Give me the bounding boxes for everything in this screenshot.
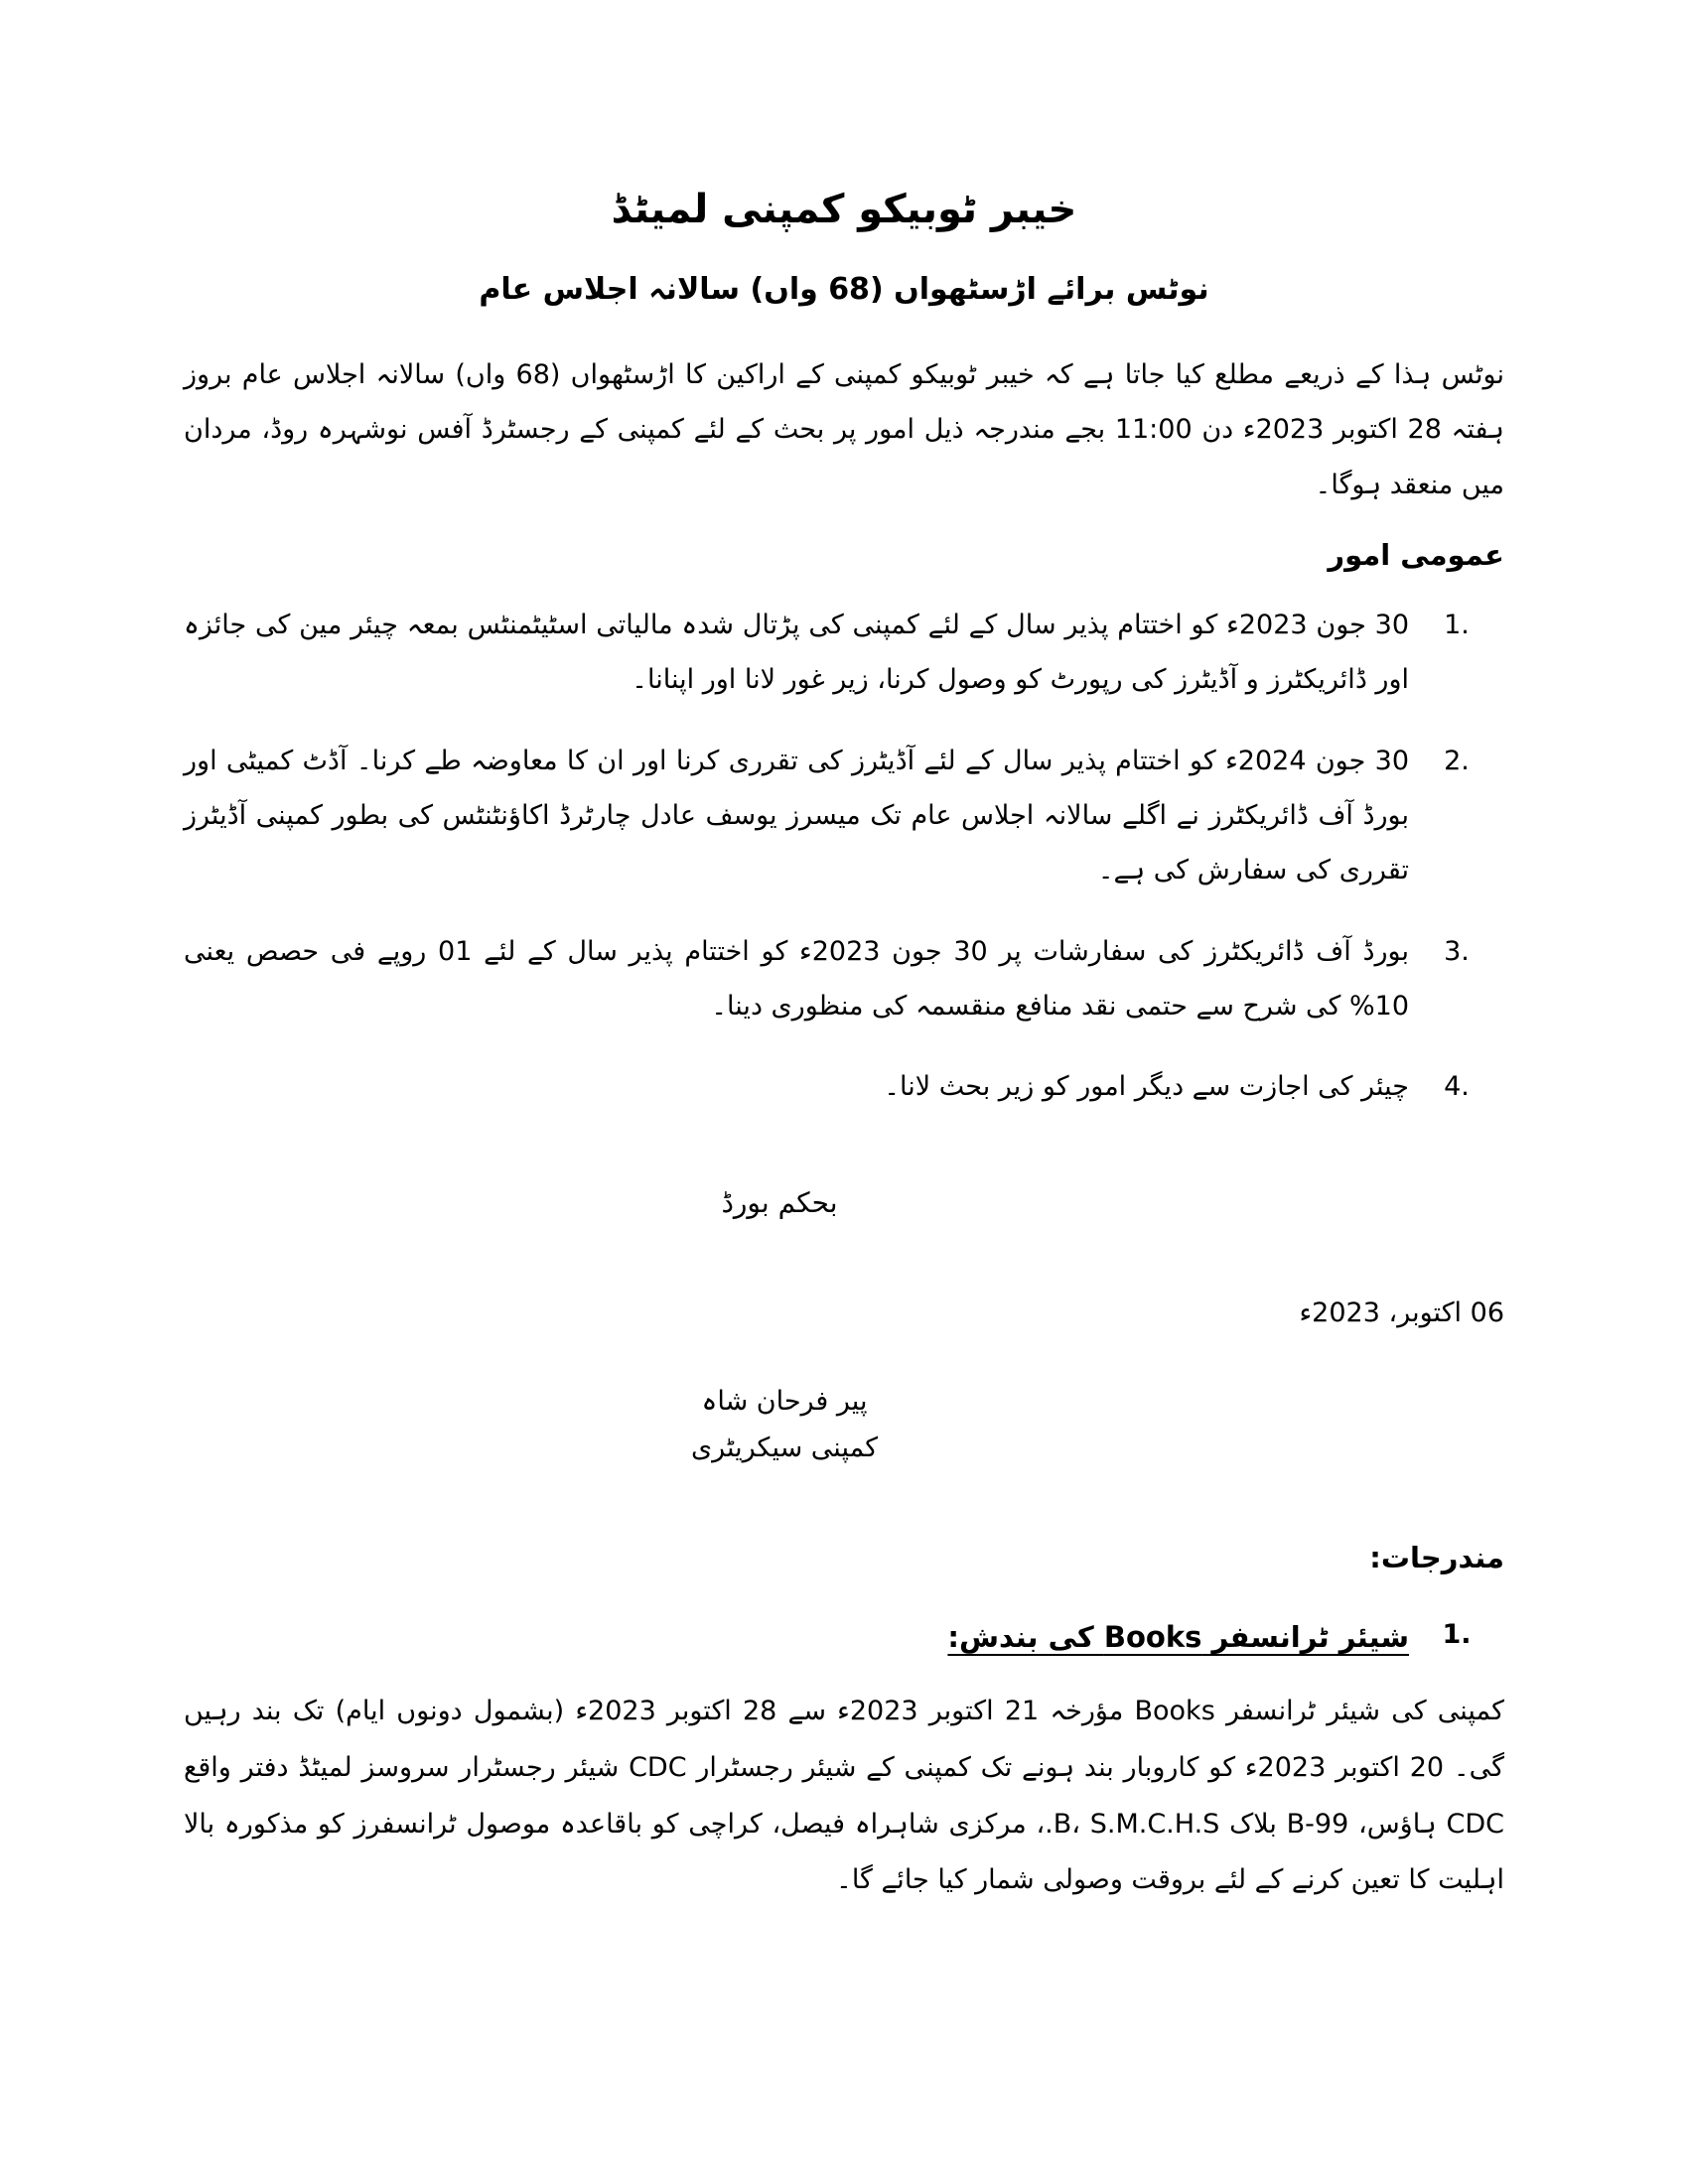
note-text-segment: کمپنی کی شیئر ٹرانسفر	[1214, 1696, 1505, 1727]
agenda-item	[184, 1059, 1504, 1114]
by-order-of-board: بحکم بورڈ	[721, 1185, 838, 1219]
agenda-item-number: 4.	[1444, 1071, 1470, 1103]
note-title-keyword: Books	[1103, 1620, 1202, 1655]
agenda-item-text: 30 جون 2023ء کو اختتام پذیر سال کے لئے کمپنی کی پڑتال شدہ مالیاتی اسٹیٹمنٹس بمعہ چیئر مین کی جائزہ اور ڈائریکٹرز و آڈیٹرز کی رپورٹ کو وصول کرنا، زیر غور لانا اور اپنانا۔	[184, 610, 1410, 696]
signatory	[184, 1378, 1504, 1472]
agenda-item	[184, 598, 1504, 708]
note-text-segment: Books	[1134, 1696, 1215, 1727]
agenda-item	[184, 734, 1504, 898]
agenda-item	[184, 924, 1504, 1034]
note-title-prefix: شیئر ٹرانسفر	[1201, 1620, 1409, 1655]
note-item-number: 1.	[1442, 1619, 1472, 1651]
note-title-suffix: کی بندش:	[947, 1620, 1104, 1655]
agenda-heading: عمومی امور	[1328, 538, 1504, 573]
signatory-role: کمپنی سیکریٹری	[690, 1433, 879, 1464]
agenda-item-text: چیئر کی اجازت سے دیگر امور کو زیر بحث لانا۔	[884, 1071, 1409, 1103]
note-item-body	[184, 1684, 1504, 1909]
agenda-item-text: بورڈ آف ڈائریکٹرز کی سفارشات پر 30 جون 2023ء کو اختتام پذیر سال کے لئے 01 روپے فی حصص یعنی 10% کی شرح سے حتمی نقد منافع منقسمہ کی منظوری دینا۔	[184, 935, 1409, 1023]
note-item-title	[184, 1608, 1409, 1666]
notes-heading: مندرجات:	[1369, 1541, 1504, 1575]
signatory-name: پیر فرحان شاہ	[701, 1385, 868, 1417]
note-date-highlight: 28 اکتوبر 2023ء	[575, 1696, 777, 1727]
notice-subtitle: نوٹس برائے اڑسٹھواں (68 واں) سالانہ اجلاس عام	[479, 272, 1209, 307]
signature-block	[184, 1178, 1504, 1471]
notice-date: 06 اکتوبر، 2023ء	[1299, 1297, 1504, 1329]
document-content	[184, 179, 1504, 1931]
intro-paragraph: نوٹس ہذا کے ذریعے مطلع کیا جاتا ہے کہ خیبر ٹوبیکو کمپنی کے اراکین کا اڑسٹھواں (68 واں) سالانہ اجلاس عام بروز ہفتہ 28 اکتوبر 2023ء دن 11:00 بجے مندرجہ ذیل امور پر بحث کے لئے کمپنی کے رجسٹرڈ آفس نوشہرہ روڈ، مردان میں منعقد ہوگا۔	[184, 359, 1505, 500]
agenda-item-number: 2.	[1444, 745, 1470, 776]
note-text-segment: کو کاروبار بند ہونے تک کمپنی کے شیئر رجسٹرار CDC شیئر رجسٹرار سروسز لمیٹڈ دفتر واقع CDC ہاؤس، B-99 بلاک B، S.M.C.H.S.، مرکزی شاہراہ فیصل، کراچی کو باقاعدہ موصول ٹرانسفرز کو مذکورہ بالا اہلیت کا تعین کرنے کے لئے بروقت وصولی شمار کیا جائے گا۔	[184, 1751, 1504, 1896]
agenda-list	[184, 598, 1504, 1115]
note-text-segment: (بشمول دونوں ایام) تک بند رہیں گی۔	[184, 1696, 1505, 1783]
agenda-item-text: 30 جون 2024ء کو اختتام پذیر سال کے لئے آڈیٹرز کی تقرری کرنا اور ان کا معاوضہ طے کرنا۔ آڈٹ کمیٹی اور بورڈ آف ڈائریکٹرز نے اگلے سالانہ اجلاس عام تک میسرز یوسف عادل چارٹرڈ اکاؤنٹنٹس کی بطور کمپنی آڈیٹرز تقرری کی سفارش کی ہے۔	[184, 745, 1409, 887]
note-item	[184, 1608, 1504, 1666]
note-text-segment: سے	[776, 1696, 838, 1727]
note-text-segment: مؤرخہ	[1039, 1696, 1135, 1727]
agenda-item-number: 3.	[1444, 935, 1470, 967]
note-date-highlight: 20 اکتوبر 2023ء	[1244, 1751, 1445, 1783]
agenda-item-number: 1.	[1444, 610, 1470, 641]
company-title: خیبر ٹوبیکو کمپنی لمیٹڈ	[611, 187, 1077, 232]
note-date-highlight: 21 اکتوبر 2023ء	[837, 1696, 1040, 1727]
